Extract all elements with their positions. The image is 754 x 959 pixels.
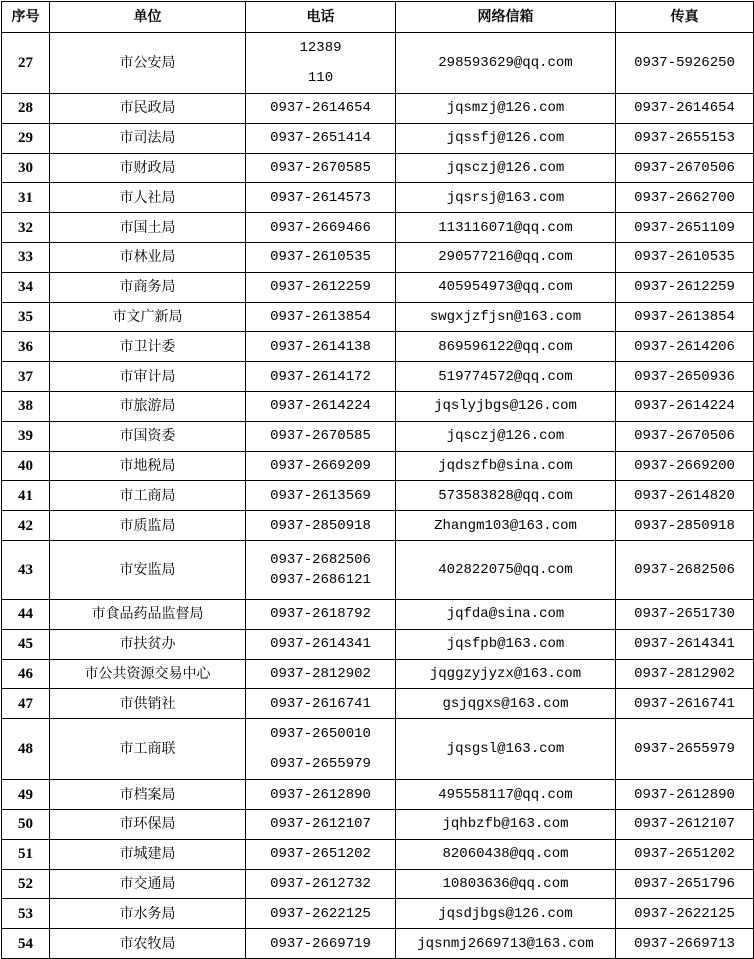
phone-number: 0937-2650010 — [270, 726, 371, 743]
table-row — [2, 929, 754, 959]
table-row — [2, 94, 754, 124]
phone-number: 0937-2613569 — [270, 487, 371, 504]
row-number: 36 — [2, 332, 50, 362]
unit-name: 市人社局 — [50, 183, 246, 213]
unit-name: 市工商联 — [50, 719, 246, 780]
phone-number: 0937-2614573 — [270, 189, 371, 206]
email-address: jqsmzj@126.com — [396, 94, 616, 124]
row-number: 34 — [2, 272, 50, 302]
fax-number: 0937-2614224 — [616, 391, 754, 421]
table-row — [2, 153, 754, 183]
phone-number: 0937-2612732 — [270, 875, 371, 892]
phone-cell — [246, 362, 396, 392]
fax-number: 0937-2612107 — [616, 809, 754, 839]
row-number: 54 — [2, 929, 50, 959]
phone-number: 0937-2618792 — [270, 606, 371, 623]
phone-cell — [246, 123, 396, 153]
unit-name: 市文广新局 — [50, 302, 246, 332]
col-header-unit: 单位 — [50, 2, 246, 33]
phone-cell — [246, 659, 396, 689]
phone-number: 0937-2616741 — [270, 695, 371, 712]
table-row — [2, 839, 754, 869]
fax-number: 0937-2812902 — [616, 659, 754, 689]
fax-number: 0937-2651202 — [616, 839, 754, 869]
row-number: 35 — [2, 302, 50, 332]
phone-cell — [246, 272, 396, 302]
phone-number: 0937-2686121 — [270, 571, 371, 588]
email-address: 495558117@qq.com — [396, 780, 616, 810]
email-address: gsjqgxs@163.com — [396, 689, 616, 719]
phone-cell — [246, 869, 396, 899]
email-address: jqfda@sina.com — [396, 599, 616, 629]
fax-number: 0937-5926250 — [616, 33, 754, 94]
phone-number: 0937-2610535 — [270, 249, 371, 266]
fax-number: 0937-2651796 — [616, 869, 754, 899]
row-number: 32 — [2, 213, 50, 243]
unit-name: 市司法局 — [50, 123, 246, 153]
unit-name: 市审计局 — [50, 362, 246, 392]
fax-number: 0937-2662700 — [616, 183, 754, 213]
fax-number: 0937-2682506 — [616, 540, 754, 599]
phone-cell — [246, 719, 396, 780]
row-number: 44 — [2, 599, 50, 629]
phone-number: 0937-2682506 — [270, 551, 371, 568]
phone-number: 0937-2614172 — [270, 368, 371, 385]
unit-name: 市旅游局 — [50, 391, 246, 421]
phone-cell — [246, 689, 396, 719]
phone-cell — [246, 183, 396, 213]
email-address: jqsczj@126.com — [396, 153, 616, 183]
unit-name: 市环保局 — [50, 809, 246, 839]
phone-number: 12389 — [299, 40, 342, 56]
unit-name: 市农牧局 — [50, 929, 246, 959]
fax-number: 0937-2614820 — [616, 481, 754, 511]
email-address: 298593629@qq.com — [396, 33, 616, 94]
phone-cell — [246, 451, 396, 481]
phone-cell — [246, 213, 396, 243]
phone-number: 0937-2614224 — [270, 398, 371, 415]
unit-name: 市国土局 — [50, 213, 246, 243]
fax-number: 0937-2669200 — [616, 451, 754, 481]
phone-cell — [246, 540, 396, 599]
col-header-fax: 传真 — [616, 2, 754, 33]
row-number: 51 — [2, 839, 50, 869]
phone-cell — [246, 242, 396, 272]
unit-name: 市质监局 — [50, 511, 246, 541]
phone-number: 0937-2651414 — [270, 130, 371, 147]
phone-cell — [246, 780, 396, 810]
row-number: 33 — [2, 242, 50, 272]
col-header-number: 序号 — [2, 2, 50, 33]
email-address: jqsgsl@163.com — [396, 719, 616, 780]
row-number: 50 — [2, 809, 50, 839]
table-row — [2, 599, 754, 629]
table-row — [2, 809, 754, 839]
unit-name: 市公安局 — [50, 33, 246, 94]
table-row — [2, 213, 754, 243]
unit-name: 市工商局 — [50, 481, 246, 511]
phone-cell — [246, 94, 396, 124]
unit-name: 市国资委 — [50, 421, 246, 451]
phone-cell — [246, 33, 396, 94]
fax-number: 0937-2610535 — [616, 242, 754, 272]
table-row — [2, 899, 754, 929]
fax-number: 0937-2670506 — [616, 421, 754, 451]
email-address: 573583828@qq.com — [396, 481, 616, 511]
fax-number: 0937-2655153 — [616, 123, 754, 153]
fax-number: 0937-2669713 — [616, 929, 754, 959]
table-row — [2, 421, 754, 451]
phone-number: 0937-2622125 — [270, 905, 371, 922]
table-row — [2, 629, 754, 659]
phone-number: 0937-2613854 — [270, 308, 371, 325]
fax-number: 0937-2612259 — [616, 272, 754, 302]
phone-cell — [246, 839, 396, 869]
row-number: 28 — [2, 94, 50, 124]
fax-number: 0937-2651109 — [616, 213, 754, 243]
row-number: 47 — [2, 689, 50, 719]
email-address: jqhbzfb@163.com — [396, 809, 616, 839]
phone-number: 0937-2669466 — [270, 219, 371, 236]
phone-cell — [246, 629, 396, 659]
phone-number: 110 — [307, 70, 334, 86]
phone-number: 0937-2614341 — [270, 636, 371, 653]
phone-number: 0937-2669209 — [270, 457, 371, 474]
fax-number: 0937-2614654 — [616, 94, 754, 124]
fax-number: 0937-2655979 — [616, 719, 754, 780]
fax-number: 0937-2616741 — [616, 689, 754, 719]
phone-number: 0937-2669719 — [270, 935, 371, 952]
table-row — [2, 689, 754, 719]
fax-number: 0937-2670506 — [616, 153, 754, 183]
phone-number: 0937-2670585 — [270, 428, 371, 445]
phone-cell — [246, 153, 396, 183]
row-number: 52 — [2, 869, 50, 899]
phone-number: 0937-2670585 — [270, 159, 371, 176]
row-number: 42 — [2, 511, 50, 541]
row-number: 43 — [2, 540, 50, 599]
row-number: 37 — [2, 362, 50, 392]
table-row — [2, 272, 754, 302]
row-number: 53 — [2, 899, 50, 929]
row-number: 49 — [2, 780, 50, 810]
phone-cell — [246, 391, 396, 421]
row-number: 41 — [2, 481, 50, 511]
fax-number: 0937-2651730 — [616, 599, 754, 629]
row-number: 46 — [2, 659, 50, 689]
phone-cell — [246, 899, 396, 929]
unit-name: 市扶贫办 — [50, 629, 246, 659]
phone-cell — [246, 302, 396, 332]
table-row — [2, 869, 754, 899]
email-address: 113116071@qq.com — [396, 213, 616, 243]
col-header-email: 网络信箱 — [396, 2, 616, 33]
table-body — [2, 33, 754, 959]
email-address: Zhangm103@163.com — [396, 511, 616, 541]
email-address: 10803636@qq.com — [396, 869, 616, 899]
phone-cell — [246, 809, 396, 839]
fax-number: 0937-2612890 — [616, 780, 754, 810]
unit-name: 市供销社 — [50, 689, 246, 719]
email-address: jqdszfb@sina.com — [396, 451, 616, 481]
phone-number: 0937-2812902 — [270, 665, 371, 682]
email-address: jqggzyjyzx@163.com — [396, 659, 616, 689]
row-number: 39 — [2, 421, 50, 451]
unit-name: 市安监局 — [50, 540, 246, 599]
unit-name: 市交通局 — [50, 869, 246, 899]
email-address: 405954973@qq.com — [396, 272, 616, 302]
table-row — [2, 511, 754, 541]
email-address: jqsnmj2669713@163.com — [396, 929, 616, 959]
phone-number: 0937-2614654 — [270, 100, 371, 117]
email-address: jqsrsj@163.com — [396, 183, 616, 213]
table-row — [2, 183, 754, 213]
phone-cell — [246, 929, 396, 959]
unit-name: 市公共资源交易中心 — [50, 659, 246, 689]
table-row — [2, 242, 754, 272]
unit-name: 市城建局 — [50, 839, 246, 869]
table-row — [2, 302, 754, 332]
phone-number: 0937-2612890 — [270, 786, 371, 803]
unit-name: 市食品药品监督局 — [50, 599, 246, 629]
unit-name: 市商务局 — [50, 272, 246, 302]
row-number: 38 — [2, 391, 50, 421]
email-address: jqssfj@126.com — [396, 123, 616, 153]
row-number: 27 — [2, 33, 50, 94]
table-row — [2, 33, 754, 94]
contact-table — [1, 1, 754, 959]
table-row — [2, 451, 754, 481]
table-row — [2, 362, 754, 392]
unit-name: 市林业局 — [50, 242, 246, 272]
unit-name: 市卫计委 — [50, 332, 246, 362]
header-row — [2, 2, 754, 33]
unit-name: 市水务局 — [50, 899, 246, 929]
email-address: swgxjzfjsn@163.com — [396, 302, 616, 332]
fax-number: 0937-2614341 — [616, 629, 754, 659]
phone-number: 0937-2651202 — [270, 846, 371, 863]
row-number: 48 — [2, 719, 50, 780]
row-number: 29 — [2, 123, 50, 153]
phone-number: 0937-2612107 — [270, 816, 371, 833]
fax-number: 0937-2650936 — [616, 362, 754, 392]
unit-name: 市民政局 — [50, 94, 246, 124]
unit-name: 市财政局 — [50, 153, 246, 183]
table-row — [2, 123, 754, 153]
row-number: 30 — [2, 153, 50, 183]
unit-name: 市地税局 — [50, 451, 246, 481]
phone-cell — [246, 421, 396, 451]
phone-number: 0937-2850918 — [270, 517, 371, 534]
table-row — [2, 719, 754, 780]
email-address: 519774572@qq.com — [396, 362, 616, 392]
fax-number: 0937-2622125 — [616, 899, 754, 929]
email-address: jqsdjbgs@126.com — [396, 899, 616, 929]
fax-number: 0937-2850918 — [616, 511, 754, 541]
row-number: 31 — [2, 183, 50, 213]
table-row — [2, 391, 754, 421]
email-address: 402822075@qq.com — [396, 540, 616, 599]
unit-name: 市档案局 — [50, 780, 246, 810]
email-address: jqslyjbgs@126.com — [396, 391, 616, 421]
fax-number: 0937-2614206 — [616, 332, 754, 362]
table-row — [2, 540, 754, 599]
email-address: 869596122@qq.com — [396, 332, 616, 362]
phone-cell — [246, 481, 396, 511]
phone-number: 0937-2655979 — [270, 756, 371, 773]
table-row — [2, 332, 754, 362]
table-row — [2, 481, 754, 511]
email-address: 290577216@qq.com — [396, 242, 616, 272]
fax-number: 0937-2613854 — [616, 302, 754, 332]
col-header-phone: 电话 — [246, 2, 396, 33]
phone-number: 0937-2614138 — [270, 338, 371, 355]
email-address: jqsfpb@163.com — [396, 629, 616, 659]
table-row — [2, 780, 754, 810]
phone-cell — [246, 599, 396, 629]
table-row — [2, 659, 754, 689]
row-number: 40 — [2, 451, 50, 481]
phone-number: 0937-2612259 — [270, 279, 371, 296]
phone-cell — [246, 332, 396, 362]
email-address: 82060438@qq.com — [396, 839, 616, 869]
row-number: 45 — [2, 629, 50, 659]
phone-cell — [246, 511, 396, 541]
email-address: jqsczj@126.com — [396, 421, 616, 451]
